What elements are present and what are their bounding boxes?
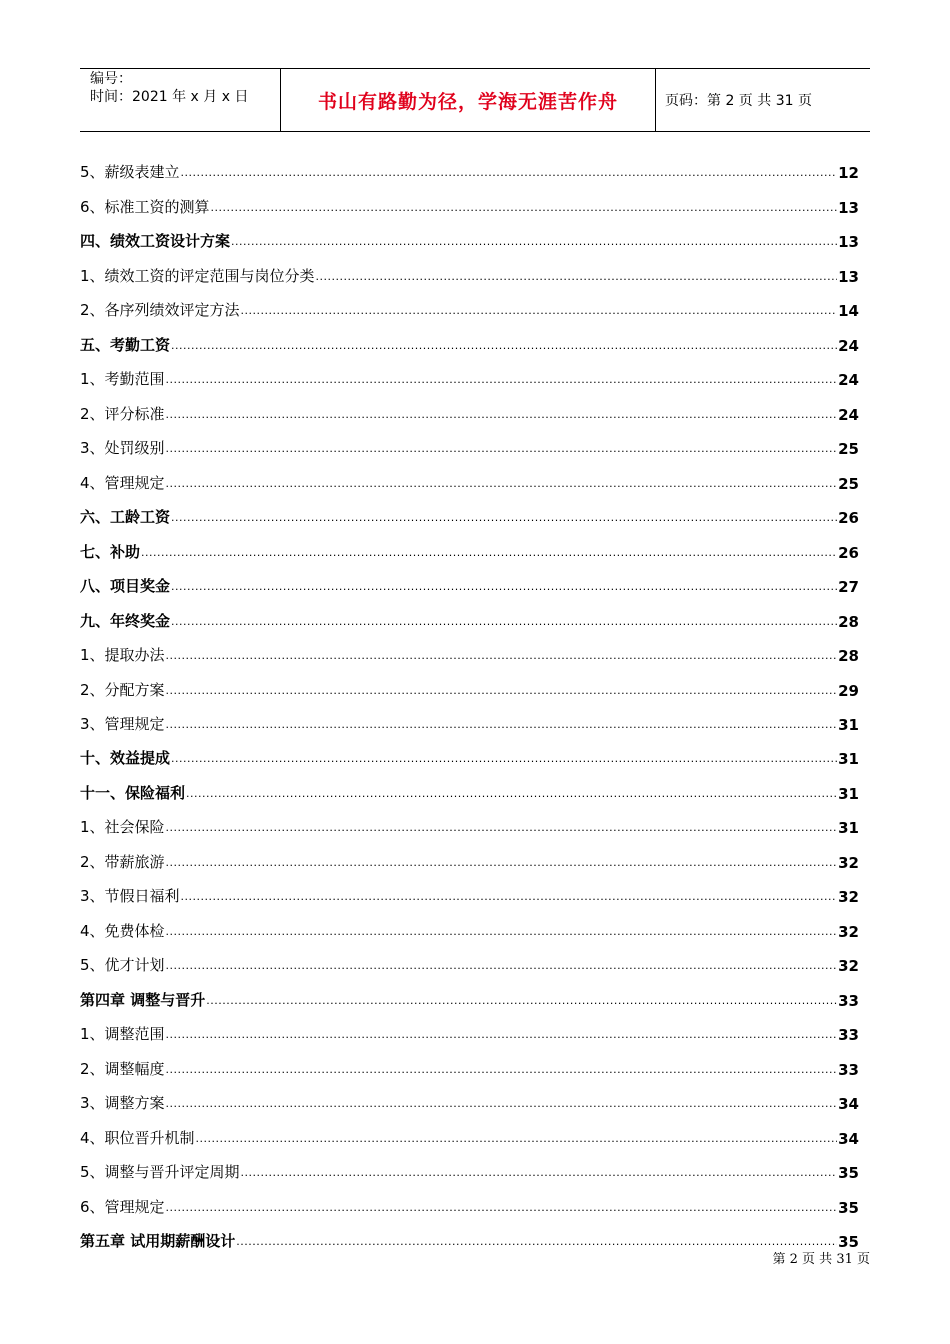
toc-entry-page: 35 xyxy=(838,1198,859,1217)
toc-entry-title: 6、标准工资的测算 xyxy=(80,197,210,216)
toc-entry[interactable] xyxy=(80,665,859,699)
document-date: 时间：2021 年 x 月 x 日 xyxy=(90,89,249,105)
toc-entry-page: 33 xyxy=(838,1060,859,1079)
toc-entry[interactable] xyxy=(80,251,859,285)
toc-dot-leader xyxy=(166,1095,838,1113)
toc-entry-page: 13 xyxy=(838,198,859,217)
toc-entry-page: 33 xyxy=(838,1026,859,1045)
toc-entry-page: 28 xyxy=(838,612,859,631)
toc-dot-leader xyxy=(236,1233,837,1251)
header-motto: 书山有路勤为径，学海无涯苦作舟 xyxy=(317,90,618,113)
toc-dot-leader xyxy=(166,475,838,493)
toc-entry-page: 32 xyxy=(838,957,859,976)
toc-dot-leader xyxy=(181,164,838,182)
toc-entry-title: 2、各序列绩效评定方法 xyxy=(80,301,240,320)
toc-entry-page: 25 xyxy=(838,440,859,459)
header-meta xyxy=(80,69,280,131)
toc-entry[interactable] xyxy=(80,596,859,630)
toc-entry-title: 4、职位晋升机制 xyxy=(80,1128,195,1147)
toc-entry[interactable] xyxy=(80,1217,859,1251)
toc-entry[interactable] xyxy=(80,320,859,354)
toc-entry-page: 26 xyxy=(838,509,859,528)
toc-entry-page: 24 xyxy=(838,371,859,390)
toc-entry-page: 35 xyxy=(838,1233,859,1251)
toc-entry[interactable] xyxy=(80,837,859,871)
toc-entry[interactable] xyxy=(80,562,859,596)
toc-entry-page: 32 xyxy=(838,888,859,907)
toc-entry[interactable] xyxy=(80,734,859,768)
toc-dot-leader xyxy=(196,1130,838,1148)
toc-entry-title: 第五章 试用期薪酬设计 xyxy=(80,1232,236,1250)
toc-dot-leader xyxy=(186,785,837,803)
toc-entry-page: 31 xyxy=(838,819,859,838)
toc-dot-leader xyxy=(181,888,838,906)
toc-dot-leader xyxy=(166,1061,838,1079)
toc-entry[interactable] xyxy=(80,389,859,423)
toc-dot-leader xyxy=(166,716,838,734)
toc-dot-leader xyxy=(231,233,837,251)
toc-dot-leader xyxy=(171,578,837,596)
toc-dot-leader xyxy=(166,923,838,941)
toc-dot-leader xyxy=(171,337,837,355)
toc-entry[interactable] xyxy=(80,458,859,492)
toc-entry-page: 26 xyxy=(838,543,859,562)
page-footer: 第 2 页 共 31 页 xyxy=(772,1252,870,1267)
toc-entry[interactable] xyxy=(80,1079,859,1113)
toc-entry-title: 四、绩效工资设计方案 xyxy=(80,232,231,251)
toc-entry-title: 3、节假日福利 xyxy=(80,887,180,906)
header-motto-cell xyxy=(280,69,656,131)
toc-dot-leader xyxy=(171,509,837,527)
toc-entry[interactable] xyxy=(80,906,859,940)
toc-entry-title: 八、项目奖金 xyxy=(80,577,171,596)
toc-entry-page: 33 xyxy=(838,991,859,1010)
toc-entry-title: 4、管理规定 xyxy=(80,473,165,492)
toc-entry-page: 32 xyxy=(838,922,859,941)
toc-entry-title: 十一、保险福利 xyxy=(80,783,186,802)
toc-entry-title: 3、管理规定 xyxy=(80,714,165,733)
toc-dot-leader xyxy=(166,957,838,975)
toc-entry[interactable] xyxy=(80,182,859,216)
toc-entry[interactable] xyxy=(80,768,859,802)
toc-entry-page: 14 xyxy=(838,302,859,321)
toc-entry[interactable] xyxy=(80,527,859,561)
toc-entry-title: 六、工龄工资 xyxy=(80,508,171,527)
toc-entry[interactable] xyxy=(80,217,859,251)
toc-entry-page: 34 xyxy=(838,1095,859,1114)
toc-dot-leader xyxy=(166,406,838,424)
toc-entry-page: 24 xyxy=(838,336,859,355)
toc-dot-leader xyxy=(166,819,838,837)
toc-entry[interactable] xyxy=(80,1113,859,1147)
toc-entry-page: 35 xyxy=(838,1164,859,1183)
toc-entry-title: 2、调整幅度 xyxy=(80,1059,165,1078)
toc-entry-title: 5、调整与晋升评定周期 xyxy=(80,1163,240,1182)
toc-entry-page: 31 xyxy=(838,750,859,769)
toc-entry-page: 34 xyxy=(838,1129,859,1148)
toc-dot-leader xyxy=(166,682,838,700)
toc-dot-leader xyxy=(166,371,838,389)
toc-entry-page: 32 xyxy=(838,853,859,872)
toc-entry[interactable] xyxy=(80,941,859,975)
toc-dot-leader xyxy=(171,613,837,631)
toc-entry-title: 2、分配方案 xyxy=(80,680,165,699)
toc-dot-leader xyxy=(316,268,838,286)
toc-entry-title: 3、处罚级别 xyxy=(80,439,165,458)
toc-entry-page: 12 xyxy=(838,164,859,183)
toc-entry[interactable] xyxy=(80,148,859,182)
toc-entry-page: 25 xyxy=(838,474,859,493)
toc-entry[interactable] xyxy=(80,631,859,665)
toc-dot-leader xyxy=(166,1026,838,1044)
toc-dot-leader xyxy=(211,199,838,217)
toc-entry-title: 4、免费体检 xyxy=(80,921,165,940)
toc-entry-page: 31 xyxy=(838,715,859,734)
toc-entry-title: 2、带薪旅游 xyxy=(80,852,165,871)
toc-entry-page: 31 xyxy=(838,784,859,803)
toc-entry-title: 1、绩效工资的评定范围与岗位分类 xyxy=(80,266,315,285)
toc-entry[interactable] xyxy=(80,803,859,837)
toc-entry-title: 2、评分标准 xyxy=(80,404,165,423)
toc-dot-leader xyxy=(241,1164,838,1182)
header-page-cell xyxy=(655,69,870,131)
toc-entry[interactable] xyxy=(80,424,859,458)
toc-entry-title: 第四章 调整与晋升 xyxy=(80,990,206,1009)
toc-entry[interactable] xyxy=(80,286,859,320)
toc-entry-page: 24 xyxy=(838,405,859,424)
toc-entry-title: 1、提取办法 xyxy=(80,646,165,665)
toc-entry-page: 29 xyxy=(838,681,859,700)
toc-dot-leader xyxy=(166,440,838,458)
toc-entry[interactable] xyxy=(80,975,859,1009)
toc-dot-leader xyxy=(171,750,837,768)
toc-entry[interactable] xyxy=(80,1010,859,1044)
toc-entry-page: 13 xyxy=(838,233,859,252)
toc-entry-title: 1、考勤范围 xyxy=(80,370,165,389)
page-header xyxy=(80,68,870,132)
toc-entry[interactable] xyxy=(80,700,859,734)
toc-entry-title: 十、效益提成 xyxy=(80,749,171,768)
toc-entry-title: 五、考勤工资 xyxy=(80,335,171,354)
toc-entry-page: 27 xyxy=(838,578,859,597)
toc-dot-leader xyxy=(166,854,838,872)
toc-entry-title: 3、调整方案 xyxy=(80,1094,165,1113)
toc-entry-title: 5、优才计划 xyxy=(80,956,165,975)
toc-entry-page: 28 xyxy=(838,647,859,666)
toc-dot-leader xyxy=(206,992,837,1010)
toc-entry[interactable] xyxy=(80,355,859,389)
toc-entry-title: 九、年终奖金 xyxy=(80,611,171,630)
document-number: 编号： xyxy=(90,71,132,87)
toc-entry-title: 5、薪级表建立 xyxy=(80,163,180,182)
header-page-info: 页码：第 2 页 共 31 页 xyxy=(665,93,812,109)
toc-entry-title: 1、调整范围 xyxy=(80,1025,165,1044)
toc-dot-leader xyxy=(166,647,838,665)
toc-dot-leader xyxy=(241,302,838,320)
toc-entry-title: 七、补助 xyxy=(80,542,141,561)
toc-entry[interactable] xyxy=(80,1182,859,1216)
toc-dot-leader xyxy=(141,544,837,562)
toc-entry-title: 6、管理规定 xyxy=(80,1197,165,1216)
toc-entry[interactable] xyxy=(80,1044,859,1078)
table-of-contents xyxy=(80,148,859,1251)
toc-entry[interactable] xyxy=(80,872,859,906)
toc-entry[interactable] xyxy=(80,493,859,527)
toc-entry-title: 1、社会保险 xyxy=(80,818,165,837)
toc-dot-leader xyxy=(166,1199,838,1217)
toc-entry-page: 13 xyxy=(838,267,859,286)
toc-entry[interactable] xyxy=(80,1148,859,1182)
